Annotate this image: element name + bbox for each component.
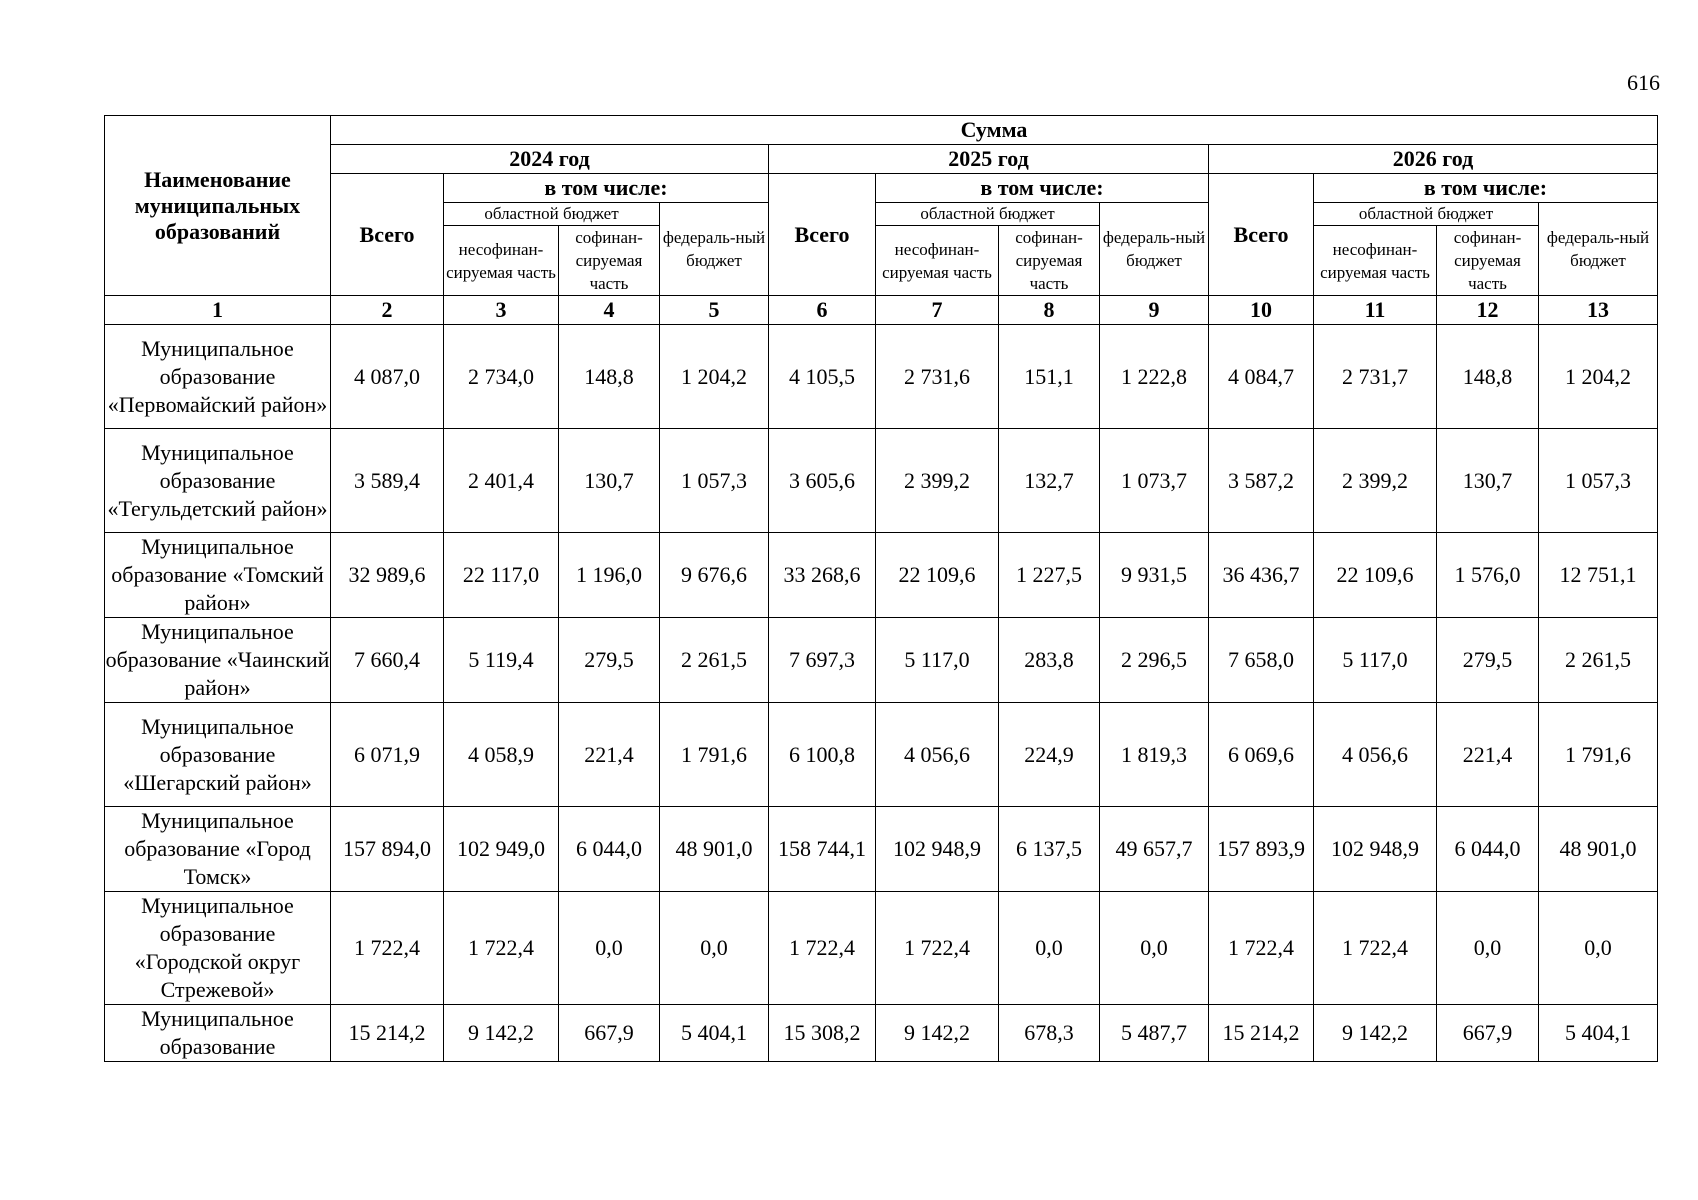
- column-number: 11: [1314, 296, 1437, 325]
- table-cell: 9 142,2: [1314, 1005, 1437, 1062]
- column-number: 13: [1539, 296, 1658, 325]
- column-number: 9: [1100, 296, 1209, 325]
- table-cell: 2 401,4: [444, 429, 559, 533]
- table-cell: 0,0: [999, 892, 1100, 1005]
- table-cell: 6 069,6: [1209, 703, 1314, 807]
- municipality-name: Муниципальное образование «Город Томск»: [105, 807, 331, 892]
- column-number: 8: [999, 296, 1100, 325]
- sum-header: Сумма: [331, 116, 1658, 145]
- table-cell: 148,8: [559, 325, 660, 429]
- column-number: 5: [660, 296, 769, 325]
- table-cell: 1 722,4: [876, 892, 999, 1005]
- table-cell: 3 589,4: [331, 429, 444, 533]
- table-row: [105, 533, 1658, 618]
- table-cell: 2 261,5: [660, 618, 769, 703]
- table-cell: 2 731,6: [876, 325, 999, 429]
- table-cell: 4 087,0: [331, 325, 444, 429]
- table-cell: 279,5: [559, 618, 660, 703]
- table-cell: 6 071,9: [331, 703, 444, 807]
- table-cell: 132,7: [999, 429, 1100, 533]
- table-cell: 1 791,6: [1539, 703, 1658, 807]
- table-cell: 148,8: [1437, 325, 1539, 429]
- table-cell: 1 819,3: [1100, 703, 1209, 807]
- page-number: 616: [1627, 70, 1660, 95]
- table-cell: 1 057,3: [660, 429, 769, 533]
- column-number: 10: [1209, 296, 1314, 325]
- table-cell: 283,8: [999, 618, 1100, 703]
- federal-budget-header: федераль-ный бюджет: [660, 203, 769, 296]
- table-row: [105, 703, 1658, 807]
- table-cell: 32 989,6: [331, 533, 444, 618]
- table-cell: 0,0: [1437, 892, 1539, 1005]
- table-cell: 2 296,5: [1100, 618, 1209, 703]
- table-row: [105, 618, 1658, 703]
- municipality-name: Муниципальное образование: [105, 1005, 331, 1062]
- table-cell: 102 949,0: [444, 807, 559, 892]
- table-cell: 1 196,0: [559, 533, 660, 618]
- column-number: 1: [105, 296, 331, 325]
- table-cell: 2 731,7: [1314, 325, 1437, 429]
- table-cell: 158 744,1: [769, 807, 876, 892]
- municipality-name: Муниципальное образование «Томский район»: [105, 533, 331, 618]
- table-cell: 4 084,7: [1209, 325, 1314, 429]
- table-cell: 1 722,4: [769, 892, 876, 1005]
- table-cell: 678,3: [999, 1005, 1100, 1062]
- table-cell: 49 657,7: [1100, 807, 1209, 892]
- year-header-2025: 2025 год: [769, 145, 1209, 174]
- table-row: [105, 892, 1658, 1005]
- table-cell: 1 791,6: [660, 703, 769, 807]
- non-cofinanced-header: несофинан-сируемая часть: [1314, 226, 1437, 296]
- non-cofinanced-header: несофинан-сируемая часть: [444, 226, 559, 296]
- table-cell: 7 697,3: [769, 618, 876, 703]
- table-cell: 2 399,2: [1314, 429, 1437, 533]
- table-cell: 279,5: [1437, 618, 1539, 703]
- total-header: Всего: [1209, 174, 1314, 296]
- table-cell: 5 487,7: [1100, 1005, 1209, 1062]
- table-cell: 1 722,4: [1314, 892, 1437, 1005]
- table-cell: 36 436,7: [1209, 533, 1314, 618]
- regional-budget-header: областной бюджет: [444, 203, 660, 226]
- federal-budget-header: федераль-ный бюджет: [1539, 203, 1658, 296]
- including-header: в том числе:: [876, 174, 1209, 203]
- table-cell: 5 404,1: [1539, 1005, 1658, 1062]
- table-cell: 4 056,6: [1314, 703, 1437, 807]
- municipality-name: Муниципальное образование «Тегульдетский район»: [105, 429, 331, 533]
- table-cell: 4 105,5: [769, 325, 876, 429]
- table-cell: 0,0: [1100, 892, 1209, 1005]
- column-number: 12: [1437, 296, 1539, 325]
- table-cell: 9 676,6: [660, 533, 769, 618]
- non-cofinanced-header: несофинан-сируемая часть: [876, 226, 999, 296]
- municipality-name: Муниципальное образование «Первомайский район»: [105, 325, 331, 429]
- table-cell: 3 587,2: [1209, 429, 1314, 533]
- table-cell: 7 658,0: [1209, 618, 1314, 703]
- table-cell: 5 404,1: [660, 1005, 769, 1062]
- table-cell: 1 057,3: [1539, 429, 1658, 533]
- table-cell: 4 058,9: [444, 703, 559, 807]
- table-cell: 667,9: [1437, 1005, 1539, 1062]
- total-header: Всего: [331, 174, 444, 296]
- table-cell: 6 137,5: [999, 807, 1100, 892]
- table-cell: 1 204,2: [1539, 325, 1658, 429]
- table-cell: 33 268,6: [769, 533, 876, 618]
- table-cell: 1 204,2: [660, 325, 769, 429]
- table-cell: 1 576,0: [1437, 533, 1539, 618]
- table-cell: 221,4: [559, 703, 660, 807]
- table-cell: 2 399,2: [876, 429, 999, 533]
- municipality-name: Муниципальное образование «Шегарский район»: [105, 703, 331, 807]
- table-cell: 48 901,0: [660, 807, 769, 892]
- regional-budget-header: областной бюджет: [876, 203, 1100, 226]
- table-cell: 2 734,0: [444, 325, 559, 429]
- table-cell: 157 893,9: [1209, 807, 1314, 892]
- table-cell: 102 948,9: [1314, 807, 1437, 892]
- column-number: 6: [769, 296, 876, 325]
- federal-budget-header: федераль-ный бюджет: [1100, 203, 1209, 296]
- regional-budget-header: областной бюджет: [1314, 203, 1539, 226]
- table-row: [105, 807, 1658, 892]
- table-cell: 5 117,0: [876, 618, 999, 703]
- column-number: 4: [559, 296, 660, 325]
- table-cell: 12 751,1: [1539, 533, 1658, 618]
- cofinanced-header: софинан-сируемая часть: [999, 226, 1100, 296]
- table-cell: 6 100,8: [769, 703, 876, 807]
- table-cell: 1 073,7: [1100, 429, 1209, 533]
- year-header-2024: 2024 год: [331, 145, 769, 174]
- total-header: Всего: [769, 174, 876, 296]
- table-cell: 5 117,0: [1314, 618, 1437, 703]
- table-cell: 6 044,0: [559, 807, 660, 892]
- table-cell: 9 931,5: [1100, 533, 1209, 618]
- table-cell: 0,0: [1539, 892, 1658, 1005]
- table-row: [105, 1005, 1658, 1062]
- budget-table: [104, 115, 1658, 1062]
- table-row: [105, 429, 1658, 533]
- column-number: 7: [876, 296, 999, 325]
- table-cell: 15 214,2: [331, 1005, 444, 1062]
- table-cell: 3 605,6: [769, 429, 876, 533]
- table-cell: 7 660,4: [331, 618, 444, 703]
- table-cell: 0,0: [660, 892, 769, 1005]
- table-cell: 2 261,5: [1539, 618, 1658, 703]
- table-cell: 22 117,0: [444, 533, 559, 618]
- table-cell: 1 722,4: [331, 892, 444, 1005]
- table-cell: 9 142,2: [444, 1005, 559, 1062]
- table-cell: 130,7: [1437, 429, 1539, 533]
- cofinanced-header: софинан-сируемая часть: [559, 226, 660, 296]
- municipality-name: Муниципальное образование «Чаинский район»: [105, 618, 331, 703]
- table-cell: 4 056,6: [876, 703, 999, 807]
- municipality-name: Муниципальное образование «Городской округ Стрежевой»: [105, 892, 331, 1005]
- column-number: 3: [444, 296, 559, 325]
- table-cell: 6 044,0: [1437, 807, 1539, 892]
- table-cell: 15 308,2: [769, 1005, 876, 1062]
- year-header-2026: 2026 год: [1209, 145, 1658, 174]
- table-cell: 48 901,0: [1539, 807, 1658, 892]
- table-cell: 0,0: [559, 892, 660, 1005]
- column-number-row: [105, 296, 1658, 325]
- table-cell: 130,7: [559, 429, 660, 533]
- table-cell: 151,1: [999, 325, 1100, 429]
- table-cell: 157 894,0: [331, 807, 444, 892]
- table-cell: 9 142,2: [876, 1005, 999, 1062]
- including-header: в том числе:: [1314, 174, 1658, 203]
- table-cell: 22 109,6: [1314, 533, 1437, 618]
- table-cell: 1 722,4: [444, 892, 559, 1005]
- table-cell: 224,9: [999, 703, 1100, 807]
- table-cell: 221,4: [1437, 703, 1539, 807]
- table-cell: 667,9: [559, 1005, 660, 1062]
- column-number: 2: [331, 296, 444, 325]
- table-cell: 1 722,4: [1209, 892, 1314, 1005]
- table-cell: 5 119,4: [444, 618, 559, 703]
- municipality-header: Наименование муниципальных образований: [105, 116, 331, 296]
- table-cell: 1 227,5: [999, 533, 1100, 618]
- table-cell: 102 948,9: [876, 807, 999, 892]
- table-cell: 1 222,8: [1100, 325, 1209, 429]
- table-cell: 15 214,2: [1209, 1005, 1314, 1062]
- table-cell: 22 109,6: [876, 533, 999, 618]
- table-row: [105, 325, 1658, 429]
- cofinanced-header: софинан-сируемая часть: [1437, 226, 1539, 296]
- including-header: в том числе:: [444, 174, 769, 203]
